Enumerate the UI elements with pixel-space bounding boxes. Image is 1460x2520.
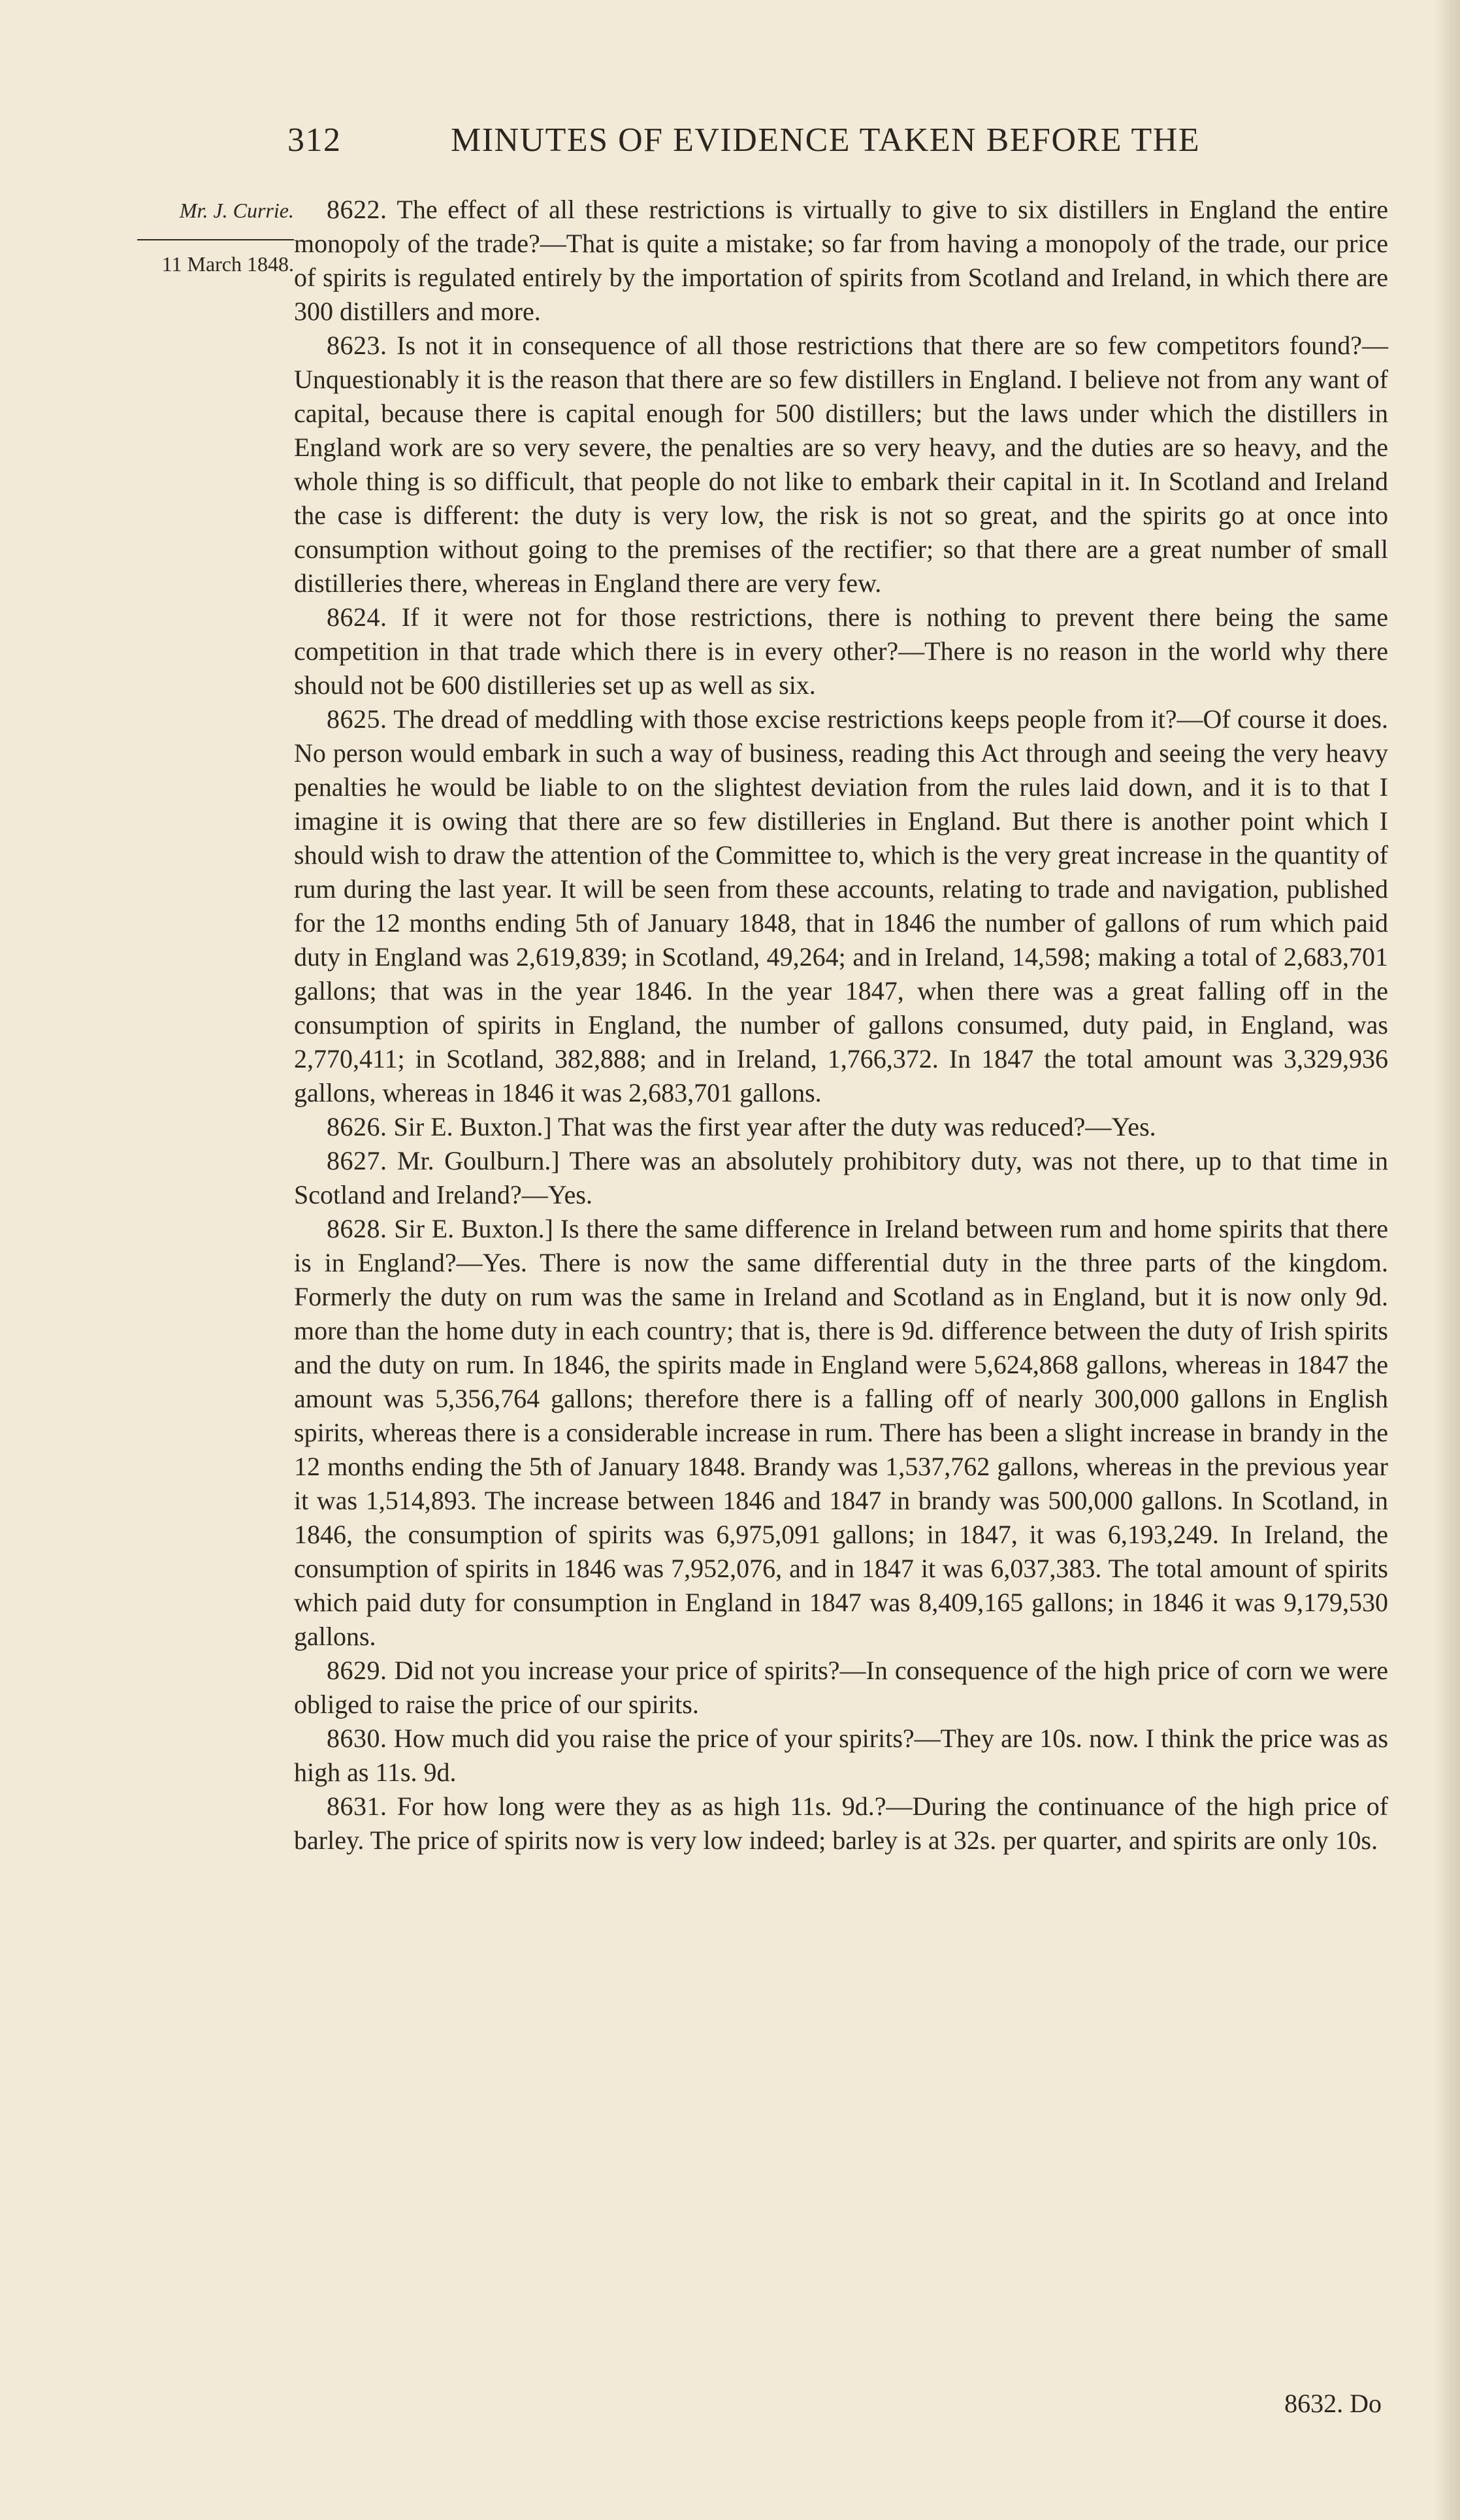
page-edge-shadow <box>1434 0 1460 2520</box>
evidence-paragraph <box>294 193 1388 329</box>
question-text: Mr. Goulburn.] There was an absolutely prohibitory duty, was not there, up to that time in Scotland and Ireland?—Yes. <box>294 1146 1388 1209</box>
margin-rule <box>137 239 294 240</box>
question-text: Sir E. Buxton.] That was the first year after the duty was reduced?—Yes. <box>393 1112 1156 1141</box>
question-number: 8625. <box>327 704 387 734</box>
question-number: 8626. <box>327 1112 387 1141</box>
hearing-date: 11 March 1848. <box>161 252 294 276</box>
witness-name: Mr. J. Currie. <box>179 199 294 222</box>
page-number: 312 <box>287 122 342 159</box>
evidence-paragraph <box>294 329 1388 600</box>
catchword: 8632. Do <box>1284 2389 1382 2418</box>
evidence-paragraph <box>294 600 1388 702</box>
evidence-paragraph <box>294 1722 1388 1790</box>
evidence-paragraph <box>294 1654 1388 1722</box>
question-text: If it were not for those restrictions, there is nothing to prevent there being the same competition in that trade which there is in every other?—There is no reason in the world why there should not be 600 distilleries set up as well as six. <box>294 602 1388 700</box>
question-number: 8627. <box>327 1146 387 1175</box>
question-text: Did not you increase your price of spirits?—In consequence of the high price of corn we were obliged to raise the price of our spirits. <box>294 1656 1388 1719</box>
question-number: 8629. <box>327 1656 387 1685</box>
question-text: Is not it in consequence of all those restrictions that there are so few competitors found?—Unquestionably it is the reason that there are so few distillers in England. I believe not from any want of capital, because there is capital enough for 500 distillers; but the laws under which the distillers in England work are so very severe, the penalties are so very heavy, and the duties are so heavy, and the whole thing is so difficult, that people do not like to embark their capital in it. In Scotland and Ireland the case is different: the duty is very low, the risk is not so great, and the spirits go at once into consumption without going to the premises of the rectifier; so that there are a great number of small distilleries there, whereas in England there are very few. <box>294 331 1389 598</box>
question-number: 8631. <box>327 1792 387 1821</box>
question-text: Sir E. Buxton.] Is there the same difference in Ireland between rum and home spirits that there is in England?—Yes. There is now the same differential duty in the three parts of the kingdom. Formerly the duty on rum was the same in Ireland and Scotland as in England, but it is now only 9d. more than the home duty in each country; that is, there is 9d. difference between the duty of Irish spirits and the duty on rum. In 1846, the spirits made in England were 5,624,868 gallons, whereas in 1847 the amount was 5,356,764 gallons; therefore there is a falling off of nearly 300,000 gallons in English spirits, whereas there is a considerable increase in rum. There has been a slight increase in brandy in the 12 months ending the 5th of January 1848. Brandy was 1,537,762 gallons, whereas in the previous year it was 1,514,893. The increase between 1846 and 1847 in brandy was 500,000 gallons. In Scotland, in 1846, the consumption of spirits was 6,975,091 gallons; in 1847, it was 6,193,249. In Ireland, the consumption of spirits in 1846 was 7,952,076, and in 1847 it was 6,037,383. The total amount of spirits which paid duty for consumption in England in 1847 was 8,409,165 gallons; in 1846 it was 9,179,530 gallons. <box>294 1214 1389 1651</box>
question-number: 8623. <box>327 331 387 360</box>
question-text: The dread of meddling with those excise restrictions keeps people from it?—Of course it does. No person would embark in such a way of business, reading this Act through and seeing the very heavy penalties he would be liable to on the slightest deviation from the rules laid down, and it is to that I imagine it is owing that there are so few distilleries in England. But there is another point which I should wish to draw the attention of the Committee to, which is the very great increase in the quantity of rum during the last year. It will be seen from these accounts, relating to trade and navigation, published for the 12 months ending 5th of January 1848, that in 1846 the number of gallons of rum which paid duty in England was 2,619,839; in Scotland, 49,264; and in Ireland, 14,598; making a total of 2,683,701 gallons; that was in the year 1846. In the year 1847, when there was a great falling off in the consumption of spirits in England, the number of gallons consumed, duty paid, in England, was 2,770,411; in Scotland, 382,888; and in Ireland, 1,766,372. In 1847 the total amount was 3,329,936 gallons, whereas in 1846 it was 2,683,701 gallons. <box>294 704 1388 1107</box>
question-text: The effect of all these restrictions is virtually to give to six distillers in England the entire monopoly of the trade?—That is quite a mistake; so far from having a monopoly of the trade, our price of spirits is regulated entirely by the importation of spirits from Scotland and Ireland, in which there are 300 distillers and more. <box>294 195 1388 326</box>
question-number: 8624. <box>327 602 387 632</box>
evidence-paragraph <box>294 1790 1388 1857</box>
margin-note <box>78 195 294 280</box>
question-number: 8630. <box>327 1724 387 1753</box>
evidence-paragraph <box>294 1144 1388 1212</box>
page-title: MINUTES OF EVIDENCE TAKEN BEFORE THE <box>451 122 1201 159</box>
question-text: For how long were they as as high 11s. 9d.?—During the continuance of the high price of barley. The price of spirits now is very low indeed; barley is at 32s. per quarter, and spirits are only 10s. <box>294 1792 1389 1855</box>
evidence-paragraph <box>294 1212 1388 1654</box>
question-text: How much did you raise the price of your spirits?—They are 10s. now. I think the price was as high as 11s. 9d. <box>294 1724 1389 1787</box>
question-number: 8628. <box>327 1214 387 1243</box>
question-number: 8622. <box>327 195 387 224</box>
evidence-body <box>294 193 1388 1857</box>
evidence-paragraph <box>294 1110 1388 1144</box>
running-header <box>287 121 1254 159</box>
evidence-paragraph <box>294 702 1388 1110</box>
